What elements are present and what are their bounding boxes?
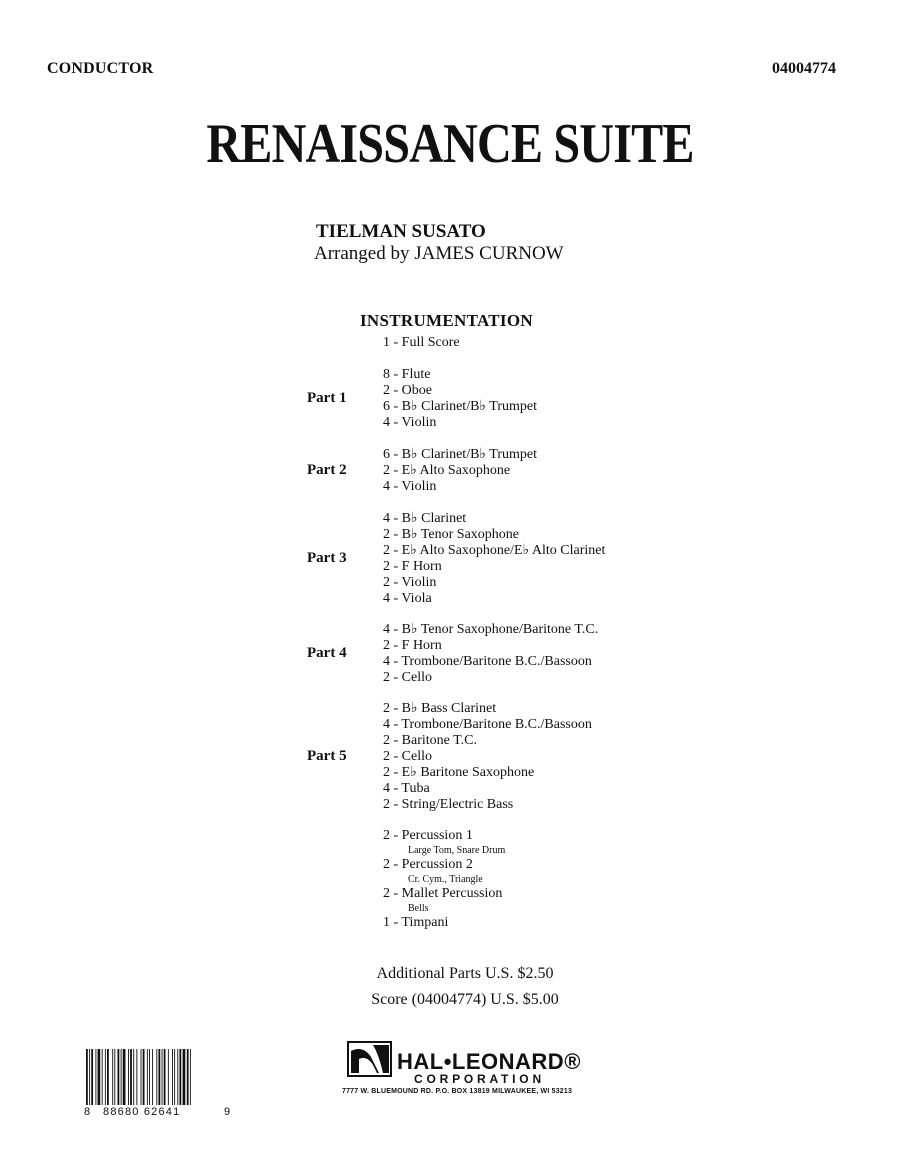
instrument-line: 4 - B♭ Tenor Saxophone/Baritone T.C. bbox=[383, 622, 599, 637]
instrument-line: 4 - Viola bbox=[383, 591, 432, 606]
additional-parts-price: Additional Parts U.S. $2.50 bbox=[376, 965, 554, 982]
publisher-address: 7777 W. BLUEMOUND RD. P.O. BOX 13819 MILWAUKEE, WI 53213 bbox=[342, 1088, 573, 1095]
instrument-line: 4 - Tuba bbox=[383, 781, 430, 796]
instrumentation-heading: INSTRUMENTATION bbox=[360, 311, 533, 330]
instrument-line: 2 - Mallet Percussion bbox=[383, 886, 503, 901]
composer: TIELMAN SUSATO bbox=[316, 221, 486, 242]
publisher-name: HAL•LEONARD® bbox=[397, 1049, 581, 1074]
barcode-right-digit: 9 bbox=[224, 1106, 231, 1118]
arranger: Arranged by JAMES CURNOW bbox=[314, 243, 564, 264]
instrument-line: 2 - Cello bbox=[383, 749, 432, 764]
instrument-line: 2 - Percussion 1 bbox=[383, 828, 473, 843]
instrument-line: 2 - E♭ Alto Saxophone bbox=[383, 463, 511, 478]
instrument-detail: Bells bbox=[408, 903, 429, 914]
instrument-group bbox=[383, 447, 537, 495]
instrument-line: 2 - Oboe bbox=[383, 383, 432, 398]
part-label: Part 2 bbox=[307, 462, 347, 478]
part-label: Part 5 bbox=[307, 748, 347, 764]
barcode-bars bbox=[84, 1049, 232, 1105]
instrument-line: 2 - Baritone T.C. bbox=[383, 733, 477, 748]
part-label: Part 1 bbox=[307, 390, 347, 406]
part-label: Part 4 bbox=[307, 645, 347, 661]
instrument-line: 1 - Timpani bbox=[383, 915, 449, 930]
instrument-line: 6 - B♭ Clarinet/B♭ Trumpet bbox=[383, 447, 537, 462]
instrument-line: 4 - Violin bbox=[383, 479, 437, 494]
score-price: Score (04004774) U.S. $5.00 bbox=[371, 991, 559, 1008]
catalog-number: 04004774 bbox=[772, 60, 836, 77]
instrument-line: 2 - F Horn bbox=[383, 559, 442, 574]
instrument-group bbox=[383, 701, 592, 813]
instrument-line: 1 - Full Score bbox=[383, 335, 460, 350]
instrument-line: 6 - B♭ Clarinet/B♭ Trumpet bbox=[383, 399, 537, 414]
instrument-line: 2 - Violin bbox=[383, 575, 437, 590]
barcode-middle-digits: 88680 62641 bbox=[103, 1106, 181, 1118]
instrument-group bbox=[383, 367, 537, 431]
instrument-line: 4 - Violin bbox=[383, 415, 437, 430]
instrument-line: 2 - E♭ Baritone Saxophone bbox=[383, 765, 535, 780]
instrument-detail: Cr. Cym., Triangle bbox=[408, 874, 483, 885]
hal-leonard-emblem-icon bbox=[347, 1041, 392, 1077]
conductor-label: CONDUCTOR bbox=[47, 60, 154, 77]
instrument-detail: Large Tom, Snare Drum bbox=[408, 845, 506, 856]
instrument-line: 2 - Percussion 2 bbox=[383, 857, 473, 872]
instrument-line: 2 - E♭ Alto Saxophone/E♭ Alto Clarinet bbox=[383, 543, 606, 558]
barcode-left-digit: 8 bbox=[84, 1106, 91, 1118]
instrument-line: 2 - String/Electric Bass bbox=[383, 797, 514, 812]
publisher-logo bbox=[342, 1041, 587, 1121]
instrument-line: 4 - Trombone/Baritone B.C./Bassoon bbox=[383, 654, 592, 669]
part-label: Part 3 bbox=[307, 550, 347, 566]
instrument-line: 4 - B♭ Clarinet bbox=[383, 511, 467, 526]
instrument-line: 2 - B♭ Bass Clarinet bbox=[383, 701, 497, 716]
instrument-group bbox=[383, 828, 505, 931]
page-title: RENAISSANCE SUITE bbox=[206, 113, 694, 175]
price-info bbox=[0, 961, 900, 1013]
instrument-line: 4 - Trombone/Baritone B.C./Bassoon bbox=[383, 717, 592, 732]
instrument-group bbox=[383, 511, 605, 607]
instrument-line: 2 - F Horn bbox=[383, 638, 442, 653]
instrument-group bbox=[383, 335, 460, 351]
instrument-line: 2 - B♭ Tenor Saxophone bbox=[383, 527, 520, 542]
instrument-line: 8 - Flute bbox=[383, 367, 431, 382]
barcode bbox=[84, 1049, 232, 1119]
instrument-line: 2 - Cello bbox=[383, 670, 432, 685]
instrument-group bbox=[383, 622, 598, 686]
publisher-corporation: CORPORATION bbox=[414, 1072, 545, 1086]
